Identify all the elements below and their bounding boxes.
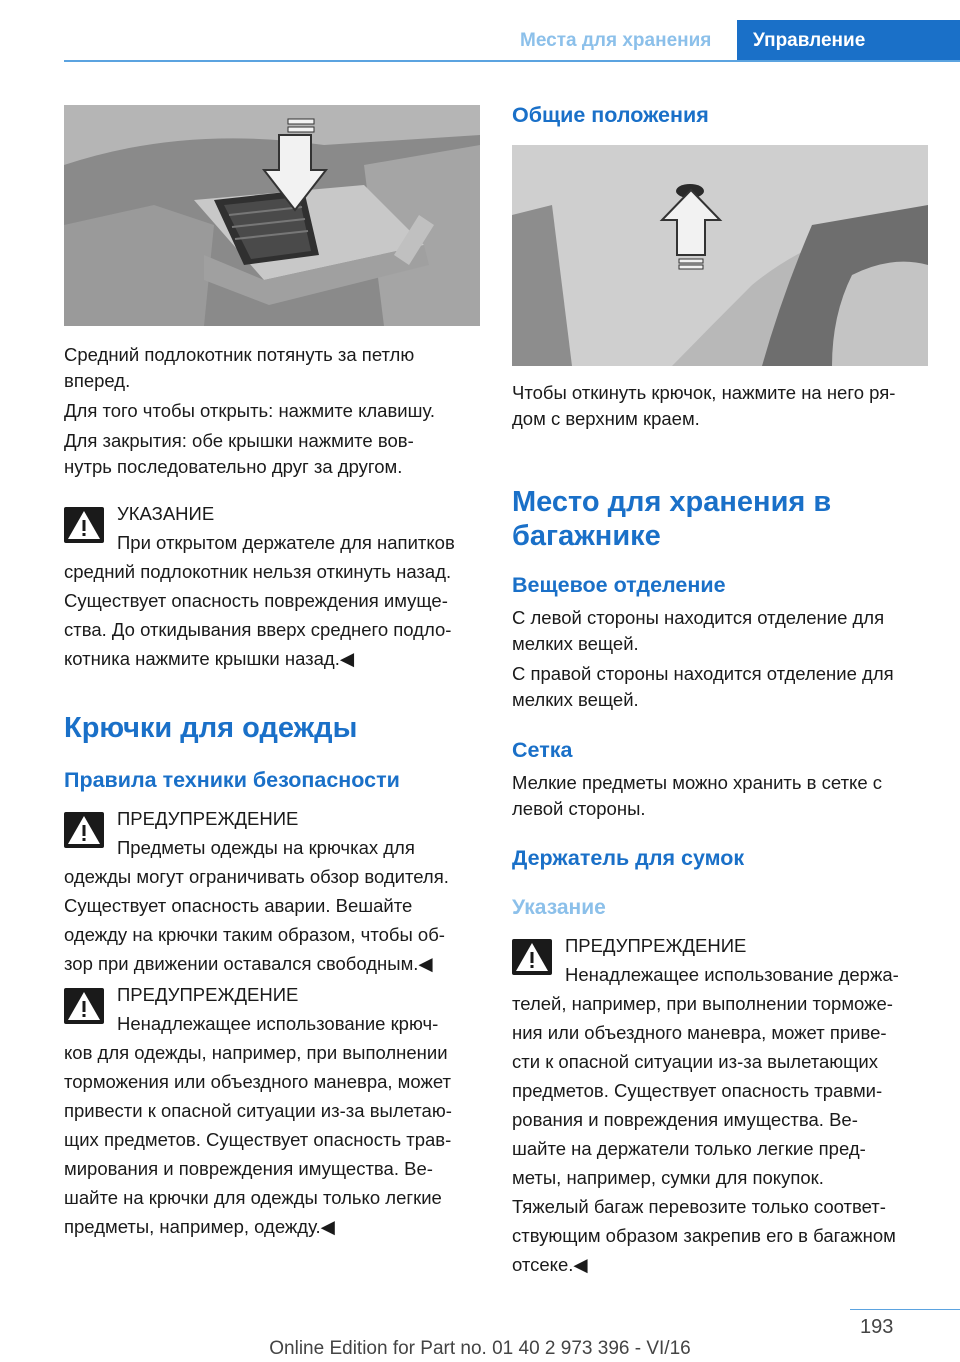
heading-clothes-hooks: Крючки для одежды bbox=[64, 712, 358, 744]
edition-footer: Online Edition for Part no. 01 40 2 973 396 - VI/16 bbox=[269, 1338, 691, 1359]
heading-general: Общие положения bbox=[512, 103, 709, 127]
section-breadcrumb: Места для хранения bbox=[520, 30, 712, 51]
warning-title: ПРЕДУПРЕЖДЕНИЕ bbox=[117, 808, 299, 829]
heading-note: Указание bbox=[512, 896, 606, 919]
compartment-text: мелких вещей. bbox=[512, 689, 639, 710]
warning-line: одежды могут ограничивать обзор водителя. bbox=[64, 866, 449, 887]
warning-icon bbox=[512, 939, 552, 975]
warning-line: шайте на крючки для одежды только легкие bbox=[64, 1187, 442, 1208]
note-line: ства. До откидывания вверх среднего подло- bbox=[64, 619, 452, 640]
warning-line: ков для одежды, например, при выполнении bbox=[64, 1042, 448, 1063]
warning-line: ния или объездного маневра, может приве- bbox=[512, 1022, 887, 1043]
close-instruction: Для закрытия: обе крышки нажмите вов- bbox=[64, 430, 414, 451]
hook-instruction: дом с верхним краем. bbox=[512, 408, 700, 429]
heading-trunk-storage: багажнике bbox=[512, 520, 661, 552]
warning-line: Ненадлежащее использование крюч- bbox=[117, 1013, 439, 1034]
note-line: котника нажмите крышки назад.◀ bbox=[64, 648, 355, 669]
warning-icon bbox=[64, 507, 104, 543]
warning-line: меты, например, сумки для покупок. bbox=[512, 1167, 824, 1188]
compartment-text: С правой стороны находится отделение для bbox=[512, 663, 894, 684]
warning-line: предметов. Существует опасность травми- bbox=[512, 1080, 883, 1101]
warning-icon bbox=[64, 812, 104, 848]
compartment-text: мелких вещей. bbox=[512, 633, 639, 654]
warning-line: сти к опасной ситуации из-за вылетающих bbox=[512, 1051, 878, 1072]
note-line: При открытом держателе для напитков bbox=[117, 532, 455, 553]
warning-title: ПРЕДУПРЕЖДЕНИЕ bbox=[117, 984, 299, 1005]
warning-line: зор при движении оставался свободным.◀ bbox=[64, 953, 433, 974]
header-rule bbox=[64, 60, 960, 62]
compartment-text: С левой стороны находится отделение для bbox=[512, 607, 885, 628]
close-instruction: нутрь последовательно друг за другом. bbox=[64, 456, 403, 477]
warning-icon bbox=[64, 988, 104, 1024]
warning-line: Предметы одежды на крючках для bbox=[117, 837, 415, 858]
note-line: Существует опасность повреждения имуще- bbox=[64, 590, 448, 611]
note-line: средний подлокотник нельзя откинуть назад. bbox=[64, 561, 452, 582]
warning-line: Существует опасность аварии. Вешайте bbox=[64, 895, 413, 916]
heading-compartment: Вещевое отделение bbox=[512, 573, 726, 597]
note-title: УКАЗАНИЕ bbox=[117, 503, 215, 524]
warning-line: Тяжелый багаж перевозите только соответ- bbox=[512, 1196, 886, 1217]
warning-line: торможения или объездного маневра, может bbox=[64, 1071, 452, 1092]
warning-line: предметы, например, одежду.◀ bbox=[64, 1216, 335, 1237]
warning-line: одежду на крючки таким образом, чтобы об- bbox=[64, 924, 445, 945]
heading-net: Сетка bbox=[512, 738, 573, 762]
net-text: Мелкие предметы можно хранить в сетке с bbox=[512, 772, 883, 793]
warning-line: мирования и повреждения имущества. Ве- bbox=[64, 1158, 433, 1179]
page-number: 193 bbox=[860, 1316, 894, 1338]
heading-trunk-storage: Место для хранения в bbox=[512, 486, 832, 518]
chapter-tab: Управление bbox=[737, 20, 960, 62]
warning-line: Ненадлежащее использование держа- bbox=[565, 964, 899, 985]
warning-line: щих предметов. Существует опасность трав- bbox=[64, 1129, 452, 1150]
warning-line: ствующим образом закрепив его в багажном bbox=[512, 1225, 896, 1246]
warning-line: привести к опасной ситуации из-за вылетаю- bbox=[64, 1100, 452, 1121]
hook-instruction: Чтобы откинуть крючок, нажмите на него ря- bbox=[512, 382, 896, 403]
open-instruction: Для того чтобы открыть: нажмите клавишу. bbox=[64, 400, 436, 421]
heading-bag-holder: Держатель для сумок bbox=[512, 846, 745, 870]
warning-line: телей, например, при выполнении торможе- bbox=[512, 993, 893, 1014]
caption-line: вперед. bbox=[64, 370, 131, 391]
warning-title: ПРЕДУПРЕЖДЕНИЕ bbox=[565, 935, 747, 956]
heading-safety: Правила техники безопасности bbox=[64, 768, 400, 792]
armrest-image bbox=[64, 105, 480, 326]
caption-line: Средний подлокотник потянуть за петлю bbox=[64, 344, 415, 365]
footer-rule bbox=[850, 1309, 960, 1310]
warning-line: рования и повреждения имущества. Ве- bbox=[512, 1109, 858, 1130]
warning-line: шайте на держатели только легкие пред- bbox=[512, 1138, 866, 1159]
hook-image bbox=[512, 145, 928, 366]
net-text: левой стороны. bbox=[512, 798, 646, 819]
warning-line: отсеке.◀ bbox=[512, 1254, 588, 1275]
